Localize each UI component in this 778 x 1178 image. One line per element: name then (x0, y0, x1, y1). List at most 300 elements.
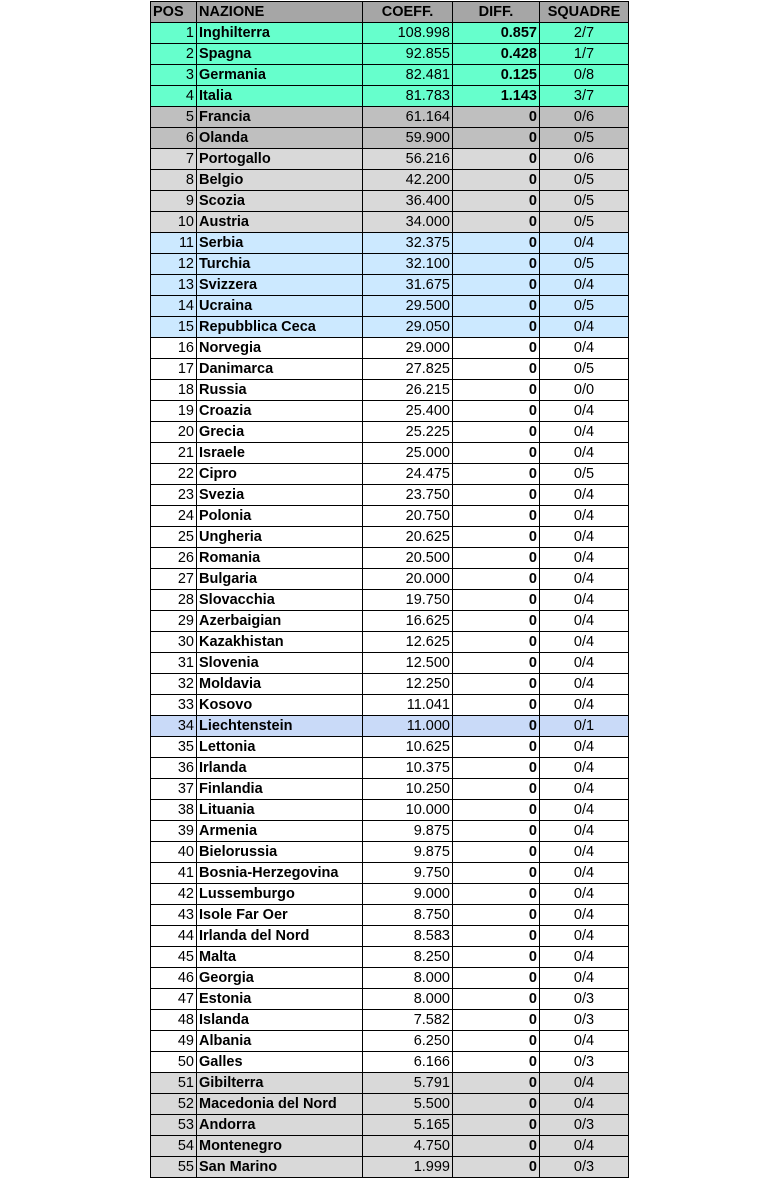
table-row (151, 107, 629, 128)
row-pos: 2 (151, 44, 197, 65)
row-diff: 0 (453, 254, 540, 275)
table-row (151, 506, 629, 527)
row-nation: Isole Far Oer (197, 905, 363, 926)
table-row (151, 989, 629, 1010)
row-coeff: 5.165 (363, 1115, 453, 1136)
table-row (151, 359, 629, 380)
row-nation: Gibilterra (197, 1073, 363, 1094)
row-nation: Portogallo (197, 149, 363, 170)
row-teams: 0/5 (540, 359, 629, 380)
table-body (151, 23, 629, 1178)
row-teams: 0/3 (540, 1157, 629, 1178)
row-diff: 0 (453, 947, 540, 968)
row-pos: 24 (151, 506, 197, 527)
table-row (151, 905, 629, 926)
row-diff: 0 (453, 569, 540, 590)
table-row (151, 716, 629, 737)
row-pos: 22 (151, 464, 197, 485)
row-pos: 28 (151, 590, 197, 611)
table-row (151, 401, 629, 422)
row-teams: 0/4 (540, 863, 629, 884)
table-row (151, 485, 629, 506)
row-diff: 0 (453, 968, 540, 989)
row-diff: 0 (453, 905, 540, 926)
row-coeff: 32.375 (363, 233, 453, 254)
row-nation: Polonia (197, 506, 363, 527)
row-nation: Spagna (197, 44, 363, 65)
table-row (151, 947, 629, 968)
row-teams: 0/5 (540, 212, 629, 233)
row-nation: Inghilterra (197, 23, 363, 44)
row-pos: 23 (151, 485, 197, 506)
row-pos: 19 (151, 401, 197, 422)
row-nation: Repubblica Ceca (197, 317, 363, 338)
row-coeff: 25.400 (363, 401, 453, 422)
row-pos: 1 (151, 23, 197, 44)
table-row (151, 44, 629, 65)
row-pos: 44 (151, 926, 197, 947)
row-diff: 0 (453, 212, 540, 233)
row-nation: Galles (197, 1052, 363, 1073)
table-row (151, 422, 629, 443)
row-pos: 27 (151, 569, 197, 590)
row-pos: 33 (151, 695, 197, 716)
row-teams: 0/4 (540, 317, 629, 338)
row-coeff: 6.250 (363, 1031, 453, 1052)
table-row (151, 926, 629, 947)
row-nation: Albania (197, 1031, 363, 1052)
row-nation: Russia (197, 380, 363, 401)
row-diff: 0 (453, 674, 540, 695)
row-coeff: 81.783 (363, 86, 453, 107)
row-pos: 51 (151, 1073, 197, 1094)
row-coeff: 34.000 (363, 212, 453, 233)
row-pos: 16 (151, 338, 197, 359)
row-diff: 0 (453, 128, 540, 149)
row-nation: Cipro (197, 464, 363, 485)
row-coeff: 5.791 (363, 1073, 453, 1094)
row-diff: 0 (453, 653, 540, 674)
row-coeff: 5.500 (363, 1094, 453, 1115)
row-pos: 45 (151, 947, 197, 968)
table-row (151, 338, 629, 359)
row-diff: 0 (453, 464, 540, 485)
row-nation: Georgia (197, 968, 363, 989)
table-row (151, 170, 629, 191)
row-nation: Lituania (197, 800, 363, 821)
row-coeff: 8.000 (363, 968, 453, 989)
row-diff: 0 (453, 926, 540, 947)
row-coeff: 9.875 (363, 842, 453, 863)
table-row (151, 1115, 629, 1136)
row-pos: 12 (151, 254, 197, 275)
table-row (151, 758, 629, 779)
row-teams: 0/4 (540, 1073, 629, 1094)
row-coeff: 20.000 (363, 569, 453, 590)
row-coeff: 92.855 (363, 44, 453, 65)
row-teams: 0/4 (540, 548, 629, 569)
table-row (151, 65, 629, 86)
row-coeff: 20.750 (363, 506, 453, 527)
row-diff: 0 (453, 233, 540, 254)
row-coeff: 9.750 (363, 863, 453, 884)
row-diff: 0 (453, 800, 540, 821)
table-row (151, 1031, 629, 1052)
row-pos: 11 (151, 233, 197, 254)
row-coeff: 8.250 (363, 947, 453, 968)
table-row (151, 779, 629, 800)
row-diff: 0 (453, 758, 540, 779)
row-diff: 0 (453, 527, 540, 548)
table-row (151, 191, 629, 212)
row-teams: 0/4 (540, 527, 629, 548)
table-row (151, 1073, 629, 1094)
row-nation: Kazakhistan (197, 632, 363, 653)
row-coeff: 20.625 (363, 527, 453, 548)
row-teams: 0/4 (540, 422, 629, 443)
row-nation: Bielorussia (197, 842, 363, 863)
row-diff: 0 (453, 317, 540, 338)
row-pos: 39 (151, 821, 197, 842)
row-nation: Scozia (197, 191, 363, 212)
row-teams: 0/4 (540, 401, 629, 422)
row-pos: 35 (151, 737, 197, 758)
row-nation: Danimarca (197, 359, 363, 380)
table-row (151, 1052, 629, 1073)
table-row (151, 695, 629, 716)
table-row (151, 1010, 629, 1031)
table-row (151, 128, 629, 149)
row-diff: 0 (453, 485, 540, 506)
row-diff: 0 (453, 1073, 540, 1094)
header-pos: POS (151, 2, 197, 23)
row-diff: 0 (453, 401, 540, 422)
row-teams: 0/8 (540, 65, 629, 86)
row-coeff: 1.999 (363, 1157, 453, 1178)
row-teams: 0/4 (540, 653, 629, 674)
row-teams: 0/4 (540, 905, 629, 926)
row-pos: 50 (151, 1052, 197, 1073)
row-nation: Svizzera (197, 275, 363, 296)
row-nation: Italia (197, 86, 363, 107)
row-coeff: 9.000 (363, 884, 453, 905)
row-nation: Serbia (197, 233, 363, 254)
row-teams: 0/4 (540, 233, 629, 254)
row-coeff: 59.900 (363, 128, 453, 149)
row-diff: 0 (453, 1031, 540, 1052)
header-coeff: COEFF. (363, 2, 453, 23)
row-coeff: 6.166 (363, 1052, 453, 1073)
row-diff: 0 (453, 1115, 540, 1136)
row-diff: 0 (453, 1136, 540, 1157)
row-teams: 0/4 (540, 695, 629, 716)
table-row (151, 443, 629, 464)
row-diff: 0 (453, 443, 540, 464)
row-coeff: 8.583 (363, 926, 453, 947)
row-coeff: 8.750 (363, 905, 453, 926)
table-row (151, 149, 629, 170)
row-teams: 0/3 (540, 1115, 629, 1136)
row-teams: 0/5 (540, 296, 629, 317)
row-pos: 29 (151, 611, 197, 632)
row-diff: 0 (453, 611, 540, 632)
table-row (151, 527, 629, 548)
row-teams: 0/4 (540, 485, 629, 506)
row-pos: 38 (151, 800, 197, 821)
row-diff: 0 (453, 359, 540, 380)
row-diff: 0 (453, 338, 540, 359)
row-diff: 0.857 (453, 23, 540, 44)
row-teams: 0/4 (540, 947, 629, 968)
row-teams: 0/4 (540, 590, 629, 611)
row-teams: 0/4 (540, 968, 629, 989)
row-coeff: 108.998 (363, 23, 453, 44)
row-diff: 0 (453, 380, 540, 401)
row-diff: 0 (453, 863, 540, 884)
row-teams: 3/7 (540, 86, 629, 107)
row-coeff: 16.625 (363, 611, 453, 632)
table-row (151, 611, 629, 632)
row-teams: 0/4 (540, 758, 629, 779)
row-coeff: 12.625 (363, 632, 453, 653)
row-nation: Slovenia (197, 653, 363, 674)
row-diff: 0.428 (453, 44, 540, 65)
row-teams: 0/4 (540, 821, 629, 842)
row-pos: 55 (151, 1157, 197, 1178)
row-pos: 17 (151, 359, 197, 380)
row-pos: 6 (151, 128, 197, 149)
row-pos: 47 (151, 989, 197, 1010)
table-row (151, 800, 629, 821)
row-coeff: 10.000 (363, 800, 453, 821)
row-nation: Romania (197, 548, 363, 569)
table-row (151, 674, 629, 695)
row-pos: 53 (151, 1115, 197, 1136)
table-row (151, 296, 629, 317)
table-row (151, 737, 629, 758)
row-pos: 3 (151, 65, 197, 86)
row-teams: 0/4 (540, 1031, 629, 1052)
header-nation: NAZIONE (197, 2, 363, 23)
row-pos: 9 (151, 191, 197, 212)
row-coeff: 10.250 (363, 779, 453, 800)
row-pos: 18 (151, 380, 197, 401)
row-nation: Norvegia (197, 338, 363, 359)
row-diff: 0 (453, 1052, 540, 1073)
row-nation: Azerbaigian (197, 611, 363, 632)
ranking-table (150, 1, 629, 1178)
row-pos: 30 (151, 632, 197, 653)
row-nation: Israele (197, 443, 363, 464)
row-diff: 0 (453, 275, 540, 296)
row-coeff: 8.000 (363, 989, 453, 1010)
row-coeff: 10.625 (363, 737, 453, 758)
row-coeff: 12.250 (363, 674, 453, 695)
row-pos: 4 (151, 86, 197, 107)
row-coeff: 42.200 (363, 170, 453, 191)
row-coeff: 32.100 (363, 254, 453, 275)
row-nation: Armenia (197, 821, 363, 842)
table-row (151, 590, 629, 611)
row-nation: Turchia (197, 254, 363, 275)
row-pos: 21 (151, 443, 197, 464)
row-teams: 0/4 (540, 338, 629, 359)
table-row (151, 23, 629, 44)
row-diff: 0 (453, 695, 540, 716)
header-diff: DIFF. (453, 2, 540, 23)
table-row (151, 254, 629, 275)
row-nation: Slovacchia (197, 590, 363, 611)
row-nation: Belgio (197, 170, 363, 191)
row-pos: 20 (151, 422, 197, 443)
row-teams: 0/5 (540, 170, 629, 191)
row-pos: 14 (151, 296, 197, 317)
row-nation: Montenegro (197, 1136, 363, 1157)
table-row (151, 317, 629, 338)
row-pos: 26 (151, 548, 197, 569)
row-teams: 0/3 (540, 989, 629, 1010)
row-nation: Liechtenstein (197, 716, 363, 737)
row-nation: Lussemburgo (197, 884, 363, 905)
row-pos: 8 (151, 170, 197, 191)
row-coeff: 4.750 (363, 1136, 453, 1157)
row-diff: 0 (453, 884, 540, 905)
row-teams: 0/4 (540, 674, 629, 695)
row-coeff: 36.400 (363, 191, 453, 212)
row-pos: 7 (151, 149, 197, 170)
header-row (151, 2, 629, 23)
row-pos: 43 (151, 905, 197, 926)
row-coeff: 29.000 (363, 338, 453, 359)
row-nation: Croazia (197, 401, 363, 422)
row-teams: 0/4 (540, 1136, 629, 1157)
row-diff: 0 (453, 842, 540, 863)
row-coeff: 11.041 (363, 695, 453, 716)
row-teams: 0/0 (540, 380, 629, 401)
row-diff: 0 (453, 422, 540, 443)
row-nation: Islanda (197, 1010, 363, 1031)
row-nation: Ungheria (197, 527, 363, 548)
row-pos: 42 (151, 884, 197, 905)
row-pos: 37 (151, 779, 197, 800)
row-coeff: 82.481 (363, 65, 453, 86)
row-nation: San Marino (197, 1157, 363, 1178)
row-pos: 41 (151, 863, 197, 884)
row-teams: 0/4 (540, 569, 629, 590)
row-coeff: 20.500 (363, 548, 453, 569)
row-teams: 0/4 (540, 611, 629, 632)
row-pos: 46 (151, 968, 197, 989)
row-diff: 0 (453, 1157, 540, 1178)
row-diff: 0 (453, 779, 540, 800)
row-coeff: 7.582 (363, 1010, 453, 1031)
row-nation: Olanda (197, 128, 363, 149)
table-row (151, 632, 629, 653)
row-teams: 0/4 (540, 1094, 629, 1115)
table-row (151, 968, 629, 989)
row-pos: 52 (151, 1094, 197, 1115)
row-diff: 0 (453, 1094, 540, 1115)
row-nation: Svezia (197, 485, 363, 506)
row-nation: Ucraina (197, 296, 363, 317)
row-pos: 10 (151, 212, 197, 233)
row-coeff: 12.500 (363, 653, 453, 674)
row-pos: 34 (151, 716, 197, 737)
row-coeff: 11.000 (363, 716, 453, 737)
row-coeff: 56.216 (363, 149, 453, 170)
row-pos: 31 (151, 653, 197, 674)
row-pos: 25 (151, 527, 197, 548)
row-coeff: 25.000 (363, 443, 453, 464)
row-diff: 0 (453, 296, 540, 317)
table-row (151, 569, 629, 590)
row-diff: 0 (453, 632, 540, 653)
row-coeff: 24.475 (363, 464, 453, 485)
row-nation: Austria (197, 212, 363, 233)
row-diff: 0 (453, 1010, 540, 1031)
table-row (151, 842, 629, 863)
row-teams: 0/6 (540, 149, 629, 170)
row-pos: 32 (151, 674, 197, 695)
row-teams: 0/4 (540, 506, 629, 527)
row-coeff: 10.375 (363, 758, 453, 779)
row-nation: Estonia (197, 989, 363, 1010)
row-pos: 40 (151, 842, 197, 863)
row-nation: Finlandia (197, 779, 363, 800)
row-nation: Lettonia (197, 737, 363, 758)
row-pos: 15 (151, 317, 197, 338)
row-teams: 0/4 (540, 884, 629, 905)
row-teams: 0/4 (540, 275, 629, 296)
row-teams: 0/5 (540, 191, 629, 212)
row-nation: Andorra (197, 1115, 363, 1136)
row-diff: 0 (453, 821, 540, 842)
row-coeff: 29.500 (363, 296, 453, 317)
row-pos: 36 (151, 758, 197, 779)
table-row (151, 863, 629, 884)
table-row (151, 1094, 629, 1115)
row-nation: Irlanda (197, 758, 363, 779)
table-row (151, 212, 629, 233)
row-teams: 0/5 (540, 464, 629, 485)
row-coeff: 19.750 (363, 590, 453, 611)
row-teams: 0/4 (540, 926, 629, 947)
row-teams: 0/4 (540, 842, 629, 863)
row-nation: Irlanda del Nord (197, 926, 363, 947)
table-row (151, 653, 629, 674)
row-diff: 0 (453, 989, 540, 1010)
table-row (151, 1157, 629, 1178)
row-coeff: 9.875 (363, 821, 453, 842)
row-nation: Macedonia del Nord (197, 1094, 363, 1115)
row-nation: Germania (197, 65, 363, 86)
row-teams: 0/4 (540, 800, 629, 821)
table-row (151, 380, 629, 401)
row-coeff: 31.675 (363, 275, 453, 296)
row-teams: 1/7 (540, 44, 629, 65)
row-diff: 0 (453, 590, 540, 611)
table-row (151, 86, 629, 107)
table-row (151, 275, 629, 296)
table-row (151, 233, 629, 254)
row-diff: 0 (453, 737, 540, 758)
row-pos: 5 (151, 107, 197, 128)
row-pos: 54 (151, 1136, 197, 1157)
row-teams: 0/6 (540, 107, 629, 128)
row-nation: Bulgaria (197, 569, 363, 590)
row-teams: 0/3 (540, 1010, 629, 1031)
row-diff: 0 (453, 548, 540, 569)
